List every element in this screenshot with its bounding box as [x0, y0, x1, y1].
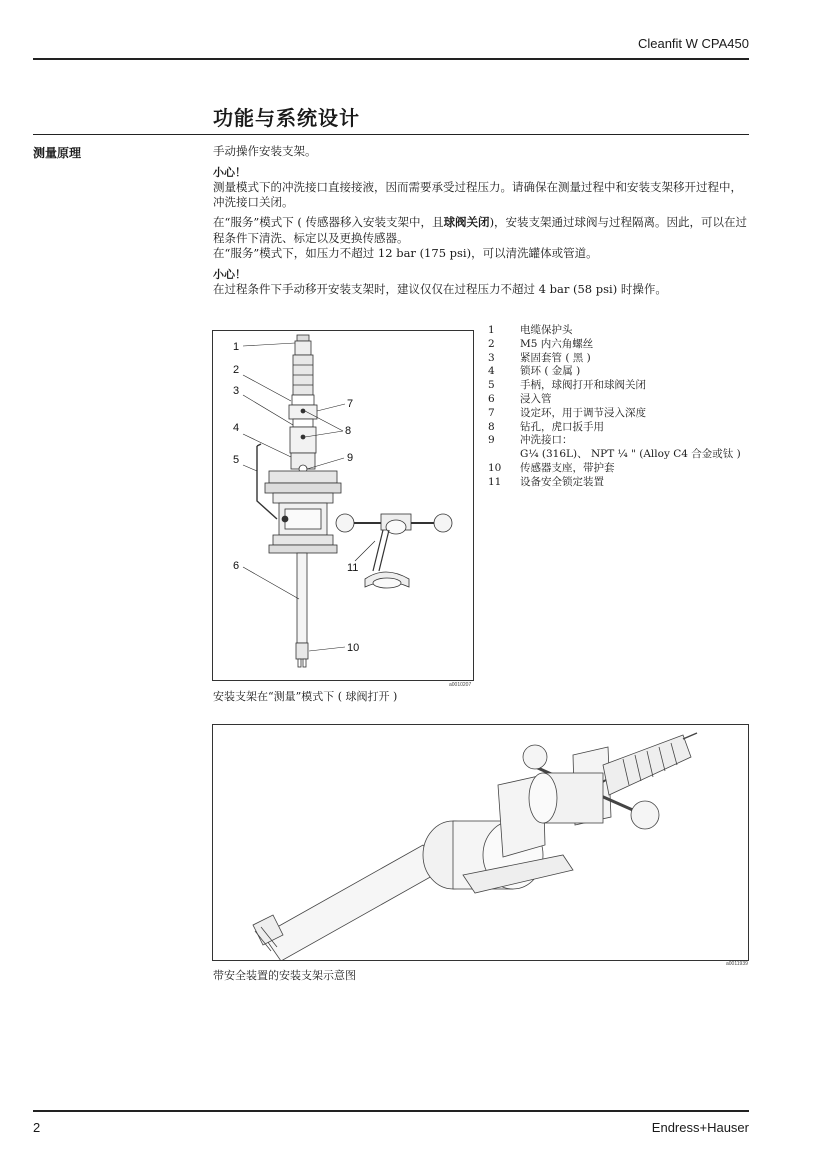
legend-item — [488, 448, 750, 462]
service-text-b: )，安装支架通过球阀与过程隔离。因此，可以在过程条件下清洗、标定以及更换传感器。 — [213, 215, 748, 245]
service-text-bold: 球阀关闭 — [443, 217, 490, 229]
service-paragraph-2: 在“服务”模式下，如压力不超过 12 bar (175 psi)，可以清洗罐体或管道。 — [213, 246, 598, 260]
legend-item — [488, 476, 750, 490]
legend-item — [488, 462, 750, 476]
legend-item — [488, 379, 750, 393]
body-text — [213, 144, 748, 297]
callout-9: 9 — [347, 452, 354, 464]
callout-4: 4 — [233, 422, 240, 434]
assembly-drawing-measure-mode — [213, 331, 473, 680]
legend-number: 7 — [488, 406, 495, 419]
figure-1-caption: 安装支架在“测量”模式下 ( 球阀打开 ) — [213, 690, 398, 703]
legend-text: 设备安全锁定装置 — [520, 475, 604, 488]
legend-item — [488, 393, 750, 407]
side-label: 测量原理 — [33, 146, 82, 160]
legend-number: 1 — [488, 324, 495, 336]
legend-number: 9 — [488, 434, 495, 447]
legend-item — [488, 434, 750, 448]
caution-text-2: 在过程条件下手动移开安装支架时，建议仅仅在过程压力不超过 4 bar (58 psi) 时操作。 — [213, 282, 667, 296]
legend-item — [488, 338, 750, 352]
legend-item — [488, 365, 750, 379]
callout-7: 7 — [347, 398, 354, 410]
callout-11: 11 — [347, 562, 359, 574]
legend-number: 4 — [488, 365, 495, 378]
figure-2-caption: 带安全装置的安装支架示意图 — [213, 969, 356, 982]
legend-number: 11 — [488, 475, 502, 488]
footer-brand: Endress+Hauser — [651, 1120, 749, 1135]
legend-text: 设定环，用于调节浸入深度 — [520, 406, 646, 419]
section-title: 功能与系统设计 — [213, 106, 360, 130]
service-paragraph-1 — [213, 215, 748, 246]
caution-label-1: 小心！ — [213, 166, 246, 179]
callout-3: 3 — [233, 385, 240, 397]
figure-1-frame — [212, 330, 474, 681]
legend-number: 10 — [488, 461, 502, 474]
legend-number: 3 — [488, 351, 495, 364]
legend-text: 传感器支座，带护套 — [520, 461, 615, 474]
callout-6: 6 — [233, 560, 240, 572]
legend-text: 钻孔，虎口扳手用 — [520, 420, 604, 433]
footer-rule — [33, 1110, 749, 1112]
legend-number: 6 — [488, 392, 495, 405]
callout-2: 2 — [233, 364, 240, 376]
legend-number — [488, 448, 520, 462]
callout-10: 10 — [347, 642, 360, 654]
section-rule — [33, 134, 749, 135]
legend-text: 电缆保护头 — [520, 324, 573, 336]
document-header-title: Cleanfit W CPA450 — [637, 36, 749, 51]
legend-item — [488, 407, 750, 421]
legend-text: 紧固套管 ( 黑 ) — [520, 351, 591, 364]
legend-text: 手柄，球阀打开和球阀关闭 — [520, 379, 646, 392]
figure-1-id: a0010207 — [449, 682, 472, 688]
legend-number: 5 — [488, 379, 495, 392]
callout-8: 8 — [345, 425, 352, 437]
header-rule — [33, 58, 749, 60]
page-number: 2 — [33, 1120, 41, 1135]
legend-text: M5 内六角螺丝 — [520, 337, 594, 350]
intro-paragraph: 手动操作安装支架。 — [213, 144, 317, 158]
figure-legend — [488, 324, 750, 490]
legend-number: 2 — [488, 337, 495, 350]
assembly-perspective-drawing — [213, 725, 748, 960]
callout-5: 5 — [233, 454, 240, 466]
legend-item — [488, 324, 750, 338]
caution-text-1: 测量模式下的冲洗接口直接接液，因而需要承受过程压力。请确保在测量过程中和安装支架移开过程中，冲洗接口关闭。 — [213, 180, 742, 209]
legend-text: G¼ (316L)、 NPT ¼ " (Alloy C4 合金或钛 ) — [520, 448, 741, 461]
caution-label-2: 小心！ — [213, 268, 246, 281]
legend-item — [488, 421, 750, 435]
legend-text: 冲洗接口： — [520, 434, 573, 447]
service-text-a: 在“服务”模式下 ( 传感器移入安装支架中，且 — [213, 215, 444, 229]
figure-2-id: a0011939 — [726, 961, 748, 967]
callout-1: 1 — [233, 341, 240, 353]
legend-item — [488, 352, 750, 366]
legend-text: 锁环 ( 金属 ) — [520, 365, 581, 378]
legend-number: 8 — [488, 420, 495, 433]
figure-2-frame — [212, 724, 749, 961]
legend-text: 浸入管 — [520, 392, 552, 405]
